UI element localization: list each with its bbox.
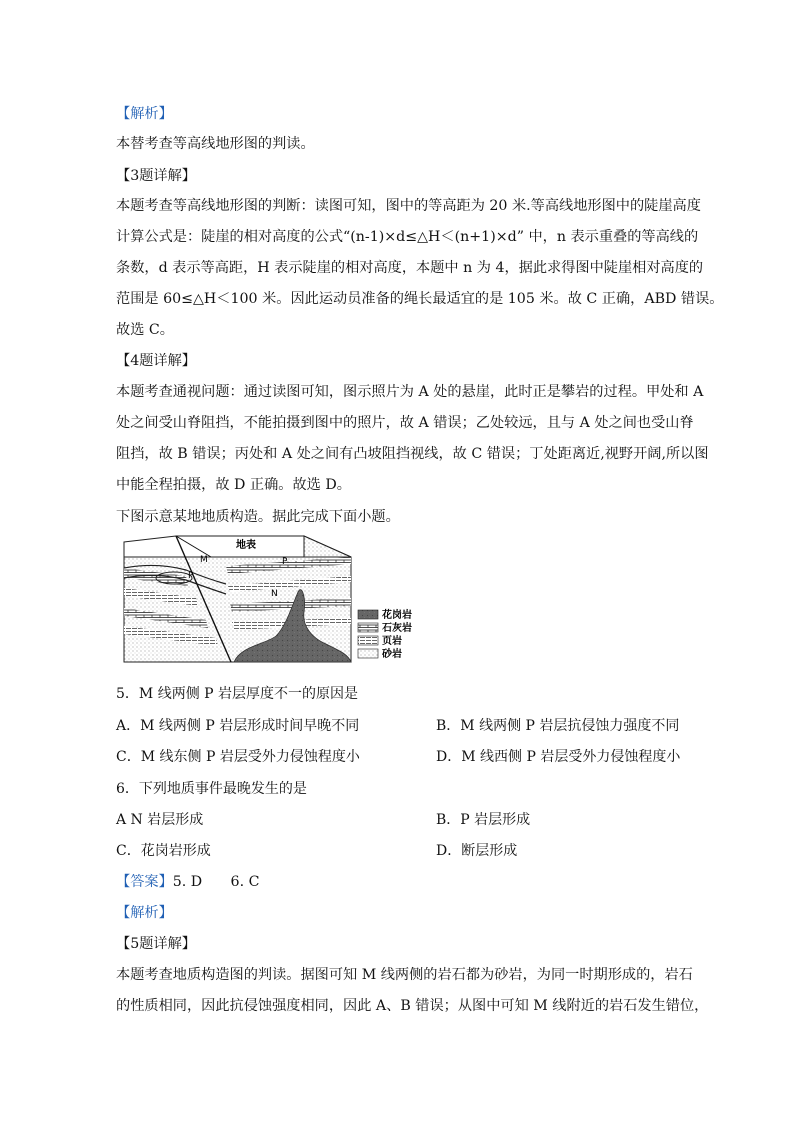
q5-detail-line-1: 本题考查地质构造图的判读。据图可知 M 线两侧的岩石都为砂岩，为同一时期形成的，岩石 bbox=[116, 967, 693, 983]
legend-swatch-shale bbox=[358, 636, 378, 645]
legend-limestone: 石灰岩 bbox=[382, 623, 412, 634]
legend-swatch-limestone bbox=[358, 623, 378, 632]
q3-line-1: 本题考查等高线地形图的判断：读图可知，图中的等高距为 20 米.等高线地形图中的陡崖高度 bbox=[116, 198, 701, 214]
q3-line-5: 故选 C。 bbox=[116, 322, 174, 338]
label-m: M bbox=[200, 555, 208, 565]
q4-line-3: 阻挡，故 B 错误；丙处和 A 处之间有凸坡阻挡视线，故 C 错误；丁处距离近,视野开阔,所以图 bbox=[116, 446, 709, 462]
q6-option-b[interactable]: B．P 岩层形成 bbox=[436, 812, 531, 828]
q5-option-a[interactable]: A．M 线两侧 P 岩层形成时间早晚不同 bbox=[116, 718, 360, 734]
q6-option-d[interactable]: D．断层形成 bbox=[436, 843, 518, 859]
analysis-heading-2: 【解析】 bbox=[116, 905, 173, 921]
q6-option-a[interactable]: A N 岩层形成 bbox=[116, 812, 204, 828]
legend-granite: 花岗岩 bbox=[382, 610, 412, 621]
geologic-structure-diagram bbox=[116, 534, 436, 676]
q3-line-4: 范围是 60≤△H＜100 米。因此运动员准备的绳长最适宜的是 105 米。故 C 正确，ABD 错误。 bbox=[116, 291, 724, 307]
q4-line-1: 本题考查通视问题：通过读图可知，图示照片为 A 处的悬崖，此时正是攀岩的过程。甲处和 A bbox=[116, 384, 704, 400]
label-p-right: P bbox=[282, 557, 288, 567]
q5-option-c[interactable]: C．M 线东侧 P 岩层受外力侵蚀程度小 bbox=[116, 749, 360, 765]
q3-detail-heading: 【3题详解】 bbox=[116, 168, 196, 184]
q5-option-d[interactable]: D．M 线西侧 P 岩层受外力侵蚀程度小 bbox=[436, 749, 681, 765]
q5-stem: 5．M 线两侧 P 岩层厚度不一的原因是 bbox=[116, 686, 359, 702]
q4-line-2: 处之间受山脊阻挡，不能拍摄到图中的照片，故 A 错误；乙处较远，且与 A 处之间也受山脊 bbox=[116, 415, 694, 431]
q5-detail-line-2: 的性质相同，因此抗侵蚀强度相同，因此 A、B 错误；从图中可知 M 线附近的岩石发生错位， bbox=[116, 998, 709, 1014]
label-n: N bbox=[271, 589, 278, 599]
q6-option-c[interactable]: C．花岗岩形成 bbox=[116, 843, 211, 859]
label-p-left: P bbox=[188, 571, 194, 581]
label-surface: 地表 bbox=[236, 540, 256, 551]
q3-line-2: 计算公式是：陡崖的相对高度的公式“(n-1)×d≤△H＜(n+1)×d” 中，n 表示重叠的等高线的 bbox=[116, 229, 699, 245]
answer-heading: 【答案】 bbox=[116, 874, 173, 890]
legend-shale: 页岩 bbox=[382, 636, 402, 647]
q5-detail-heading: 【5题详解】 bbox=[116, 936, 196, 952]
q4-line-4: 中能全程拍摄，故 D 正确。故选 D。 bbox=[116, 477, 351, 493]
analysis-text-1: 本替考查等高线地形图的判读。 bbox=[116, 136, 315, 152]
analysis-heading-1: 【解析】 bbox=[116, 106, 173, 122]
q4-detail-heading: 【4题详解】 bbox=[116, 353, 196, 369]
legend-swatch-granite bbox=[358, 610, 378, 619]
figure-intro: 下图示意某地地质构造。据此完成下面小题。 bbox=[116, 509, 400, 525]
answer-text: 5. D 6. C bbox=[172, 874, 260, 890]
legend-sandstone: 砂岩 bbox=[382, 649, 402, 660]
q5-option-b[interactable]: B．M 线两侧 P 岩层抗侵蚀力强度不同 bbox=[436, 718, 680, 734]
q3-line-3: 条数，d 表示等高距，H 表示陡崖的相对高度，本题中 n 为 4，据此求得图中陡崖相对高度的 bbox=[116, 260, 704, 276]
answer-line bbox=[116, 872, 682, 892]
legend-swatch-sandstone bbox=[358, 649, 378, 658]
q6-stem: 6．下列地质事件最晚发生的是 bbox=[116, 781, 307, 797]
